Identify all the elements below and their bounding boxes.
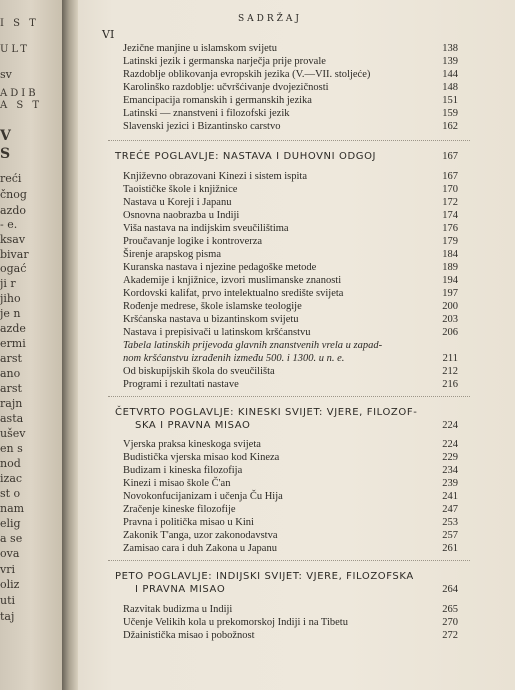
entry-page-number: 211	[442, 353, 458, 364]
entry-title: Džainistička misao i pobožnost	[123, 630, 255, 641]
section-divider	[108, 140, 470, 141]
toc-entry	[123, 68, 458, 81]
toc-entry	[123, 81, 458, 94]
left-page-fragment: azde	[0, 322, 26, 335]
entry-page-number: 261	[442, 543, 458, 554]
toc-entry	[123, 365, 458, 378]
left-page-fragment: ADIB	[0, 88, 39, 99]
toc-entry	[123, 235, 458, 248]
running-head: SADRŽAJ	[238, 14, 303, 24]
entry-page-number: 264	[442, 584, 458, 595]
entry-title: Latinski jezik i germanska narječja prije provale	[123, 56, 326, 67]
left-page-fragment: arst	[0, 352, 22, 365]
entry-title: Nastava u Koreji i Japanu	[123, 197, 232, 208]
left-page-fragment: reći	[0, 172, 22, 185]
toc-entry	[123, 42, 458, 55]
chapter-heading-continued	[135, 419, 458, 432]
entry-page-number: 189	[442, 262, 458, 273]
entry-title: Latinski — znanstveni i filozofski jezik	[123, 108, 290, 119]
left-page-fragment: arst	[0, 382, 22, 395]
toc-entry	[123, 326, 458, 339]
entry-page-number: 241	[442, 491, 458, 502]
entry-page-number: 234	[442, 465, 458, 476]
entry-title: Novokonfucijanizam i učenja Ču Hija	[123, 491, 283, 502]
left-page-fragment: izac	[0, 472, 23, 485]
toc-entry	[123, 287, 458, 300]
toc-page	[78, 0, 515, 690]
entry-title: Taoističke škole i knjižnice	[123, 184, 238, 195]
entry-page-number: 206	[442, 327, 458, 338]
entry-page-number: 184	[442, 249, 458, 260]
entry-title: Akademije i knjižnice, izvori muslimanske znanosti	[123, 275, 342, 286]
entry-title: TREĆE POGLAVLJE: NASTAVA I DUHOVNI ODGOJ	[115, 151, 377, 162]
entry-title: Razvitak budizma u Indiji	[123, 604, 233, 615]
entry-title: Budizam i kineska filozofija	[123, 465, 243, 476]
entry-title: Emancipacija romanskih i germanskih jezika	[123, 95, 312, 106]
toc-entry	[123, 261, 458, 274]
entry-page-number: 212	[442, 366, 458, 377]
entry-page-number: 194	[442, 275, 458, 286]
left-page-fragment: sv	[0, 68, 12, 81]
left-page-fragment: rajn	[0, 397, 23, 410]
left-page-fragment: ova	[0, 547, 20, 560]
toc-entry-table	[123, 352, 458, 365]
entry-page-number: 138	[442, 43, 458, 54]
entry-page-number: 203	[442, 314, 458, 325]
toc-entry-table	[123, 339, 458, 352]
left-page-fragment: I S T	[0, 18, 39, 29]
toc-entry	[123, 451, 458, 464]
entry-title: Viša nastava na indijskim sveučilištima	[123, 223, 289, 234]
left-page-fragment: - e.	[0, 218, 18, 231]
left-page-fragment: en s	[0, 442, 23, 455]
entry-title: Kršćanska nastava u bizantinskom svijetu	[123, 314, 299, 325]
entry-title: Širenje arapskog pisma	[123, 249, 221, 260]
entry-page-number: 172	[442, 197, 458, 208]
toc-entry	[123, 616, 458, 629]
toc-entry	[123, 313, 458, 326]
toc-entry	[123, 464, 458, 477]
entry-title: Učenje Velikih kola u prekomorskoj Indiji i na Tibetu	[123, 617, 348, 628]
left-page-fragment: čnog	[0, 188, 27, 201]
left-page-fragment: V	[0, 128, 11, 144]
entry-title: Kordovski kalifat, prvo intelektualno središte svijeta	[123, 288, 344, 299]
entry-page-number: 247	[442, 504, 458, 515]
entry-page-number: 151	[442, 95, 458, 106]
left-page-fragment: je n	[0, 307, 21, 320]
toc-entry	[123, 542, 458, 555]
left-page-fragment: taj	[0, 610, 15, 623]
entry-page-number: 174	[442, 210, 458, 221]
entry-page-number: 197	[442, 288, 458, 299]
left-page-fragment: oliz	[0, 578, 20, 591]
left-page-fragment: ano	[0, 367, 21, 380]
entry-title: Karolinško razdoblje: učvršćivanje dvojezičnosti	[123, 82, 329, 93]
entry-page-number: 224	[442, 420, 458, 431]
left-page-fragment: ji r	[0, 277, 16, 290]
left-page-fragment: ULT	[0, 44, 30, 55]
entry-title: Programi i rezultati nastave	[123, 379, 239, 390]
toc-entry	[123, 170, 458, 183]
entry-title: Kuranska nastava i njezine pedagoške metode	[123, 262, 317, 273]
entry-title: SKA I PRAVNA MISAO	[135, 420, 251, 431]
entry-title: Zamisao cara i duh Zakona u Japanu	[123, 543, 277, 554]
left-page-fragment: jiho	[0, 292, 21, 305]
entry-title: Slavenski jezici i Bizantinsko carstvo	[123, 121, 281, 132]
entry-page-number: 270	[442, 617, 458, 628]
entry-page-number: 167	[442, 171, 458, 182]
entry-title: Osnovna naobrazba u Indiji	[123, 210, 240, 221]
entry-title: PETO POGLAVLJE: INDIJSKI SVIJET: VJERE, FILOZOFSKA	[115, 571, 414, 582]
toc-entry	[123, 529, 458, 542]
entry-page-number: 224	[442, 439, 458, 450]
entry-title: Rođenje medrese, škole islamske teologije	[123, 301, 302, 312]
entry-page-number: 144	[442, 69, 458, 80]
entry-title: nom kršćanstvu izrađenih između 500. i 1300. u n. e.	[123, 353, 345, 364]
left-page-fragment: nod	[0, 457, 21, 470]
left-page-fragment: nam	[0, 502, 25, 515]
entry-page-number: 253	[442, 517, 458, 528]
book-gutter	[62, 0, 78, 690]
toc-entry	[123, 196, 458, 209]
entry-title: Tabela latinskih prijevoda glavnih znanstvenih vrela u zapad-	[123, 340, 383, 351]
entry-page-number: 200	[442, 301, 458, 312]
entry-page-number: 162	[442, 121, 458, 132]
left-page-fragment: uti	[0, 594, 16, 607]
toc-entry	[123, 503, 458, 516]
entry-page-number: 265	[442, 604, 458, 615]
left-page-fragment: ermi	[0, 337, 26, 350]
toc-entry	[123, 222, 458, 235]
entry-title: Jezične manjine u islamskom svijetu	[123, 43, 277, 54]
entry-title: Književno obrazovani Kinezi i sistem ispita	[123, 171, 307, 182]
entry-page-number: 139	[442, 56, 458, 67]
toc-entry	[123, 629, 458, 642]
left-page-fragment: ušev	[0, 427, 26, 440]
entry-title: ČETVRTO POGLAVLJE: KINESKI SVIJET: VJERE, FILOZOF-	[115, 407, 418, 418]
left-page-fragment: asta	[0, 412, 24, 425]
toc-entry	[123, 490, 458, 503]
entry-page-number: 159	[442, 108, 458, 119]
toc-entry	[123, 477, 458, 490]
entry-title: Zračenje kineske filozofije	[123, 504, 236, 515]
entry-page-number: 148	[442, 82, 458, 93]
toc-entry	[123, 603, 458, 616]
entry-page-number: 229	[442, 452, 458, 463]
toc-entry	[123, 248, 458, 261]
left-page-edge	[0, 0, 62, 690]
entry-title: Pravna i politička misao u Kini	[123, 517, 254, 528]
entry-page-number: 272	[442, 630, 458, 641]
entry-title: Budistička vjerska misao kod Kineza	[123, 452, 280, 463]
toc-entry	[123, 209, 458, 222]
left-page-fragment: a se	[0, 532, 23, 545]
toc-entry	[123, 120, 458, 133]
left-page-fragment: st o	[0, 487, 21, 500]
entry-title: Kinezi i misao škole Č'an	[123, 478, 231, 489]
left-page-fragment: bivar	[0, 248, 29, 261]
chapter-heading	[115, 406, 458, 419]
section-divider	[108, 396, 470, 397]
left-page-fragment: ogać	[0, 262, 27, 275]
entry-title: Zakonik T'anga, uzor zakonodavstva	[123, 530, 278, 541]
toc-entry	[123, 438, 458, 451]
left-page-fragment: elig	[0, 517, 21, 530]
left-page-fragment: A S T	[0, 100, 43, 111]
left-page-fragment: azdo	[0, 204, 27, 217]
left-page-fragment: vri	[0, 563, 15, 576]
left-page-fragment: ksav	[0, 233, 26, 246]
entry-page-number: 176	[442, 223, 458, 234]
entry-page-number: 179	[442, 236, 458, 247]
left-page-fragment: S	[0, 146, 11, 162]
entry-title: Nastava i prepisivači u latinskom kršćanstvu	[123, 327, 311, 338]
chapter-heading	[115, 150, 458, 163]
page-number: VI	[102, 28, 115, 41]
toc-entry	[123, 516, 458, 529]
toc-entry	[123, 94, 458, 107]
toc-entry	[123, 378, 458, 391]
entry-title: Razdoblje oblikovanja evropskih jezika (V.—VII. stoljeće)	[123, 69, 371, 80]
section-divider	[108, 560, 470, 561]
entry-title: Proučavanje logike i kontroverza	[123, 236, 263, 247]
entry-page-number: 167	[442, 151, 458, 162]
entry-title: I PRAVNA MISAO	[135, 584, 226, 595]
entry-page-number: 170	[442, 184, 458, 195]
chapter-heading-continued	[135, 583, 458, 596]
entry-title: Od biskupijskih škola do sveučilišta	[123, 366, 275, 377]
entry-page-number: 239	[442, 478, 458, 489]
entry-page-number: 257	[442, 530, 458, 541]
entry-title: Vjerska praksa kineskoga svijeta	[123, 439, 261, 450]
toc-entry	[123, 55, 458, 68]
toc-entry	[123, 300, 458, 313]
chapter-heading	[115, 570, 458, 583]
entry-page-number: 216	[442, 379, 458, 390]
toc-entry	[123, 183, 458, 196]
toc-entry	[123, 107, 458, 120]
toc-entry	[123, 274, 458, 287]
